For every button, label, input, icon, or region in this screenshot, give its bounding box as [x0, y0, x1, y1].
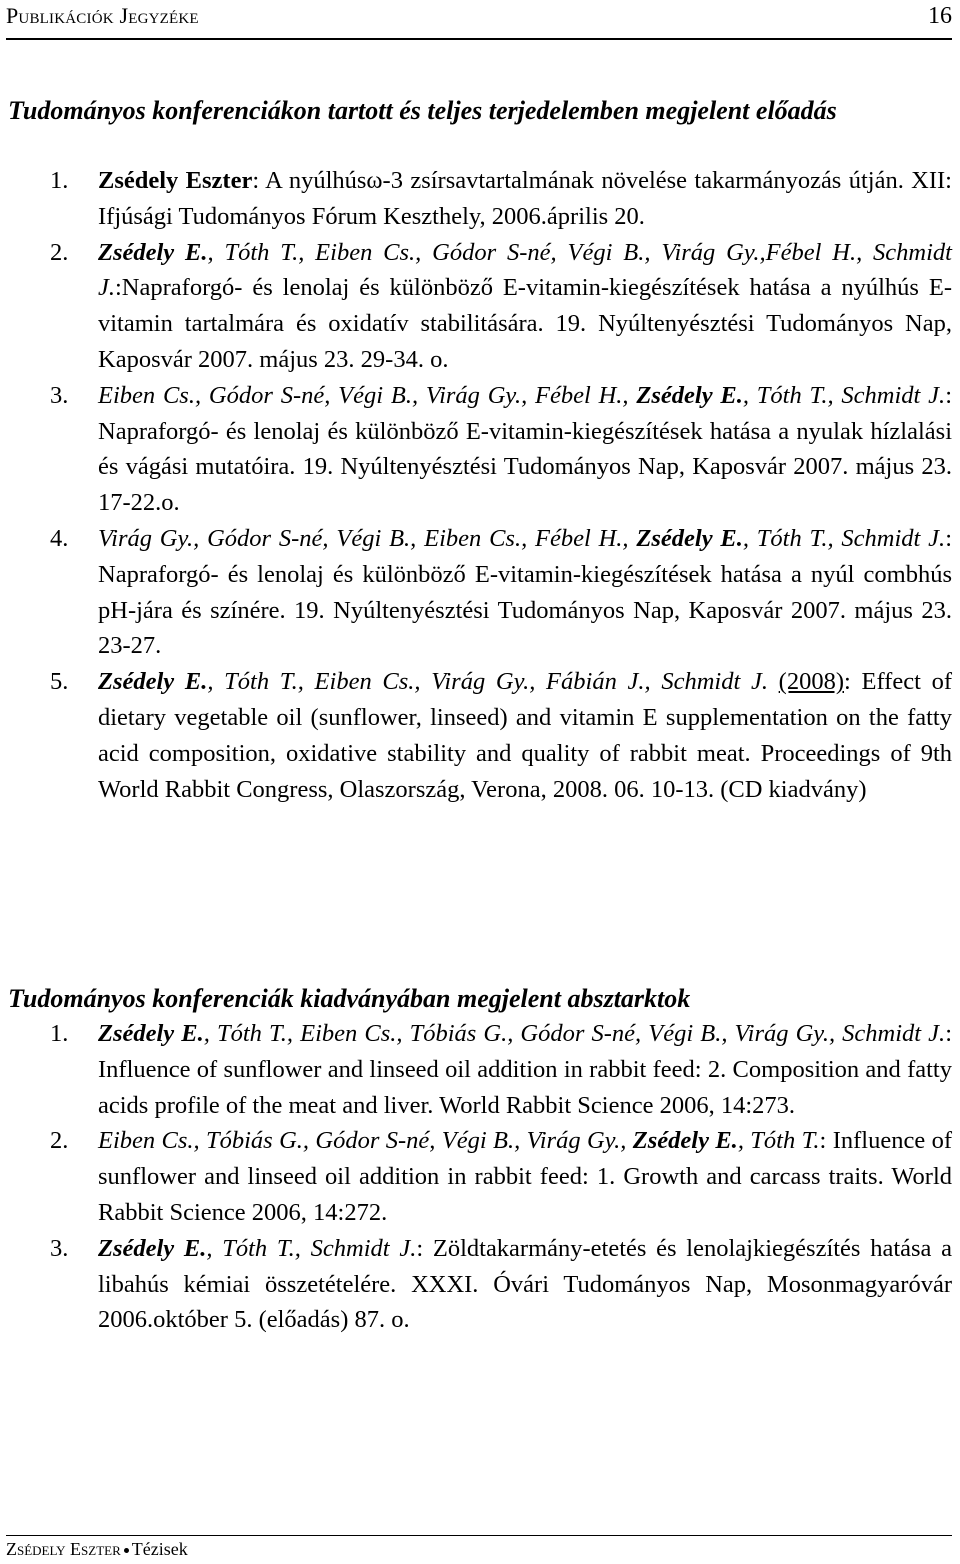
- section-title-abstracts: Tudományos konferenciák kiadványában megjelent absztarktok: [8, 984, 691, 1013]
- list-item: [0, 378, 960, 521]
- author-primary: Zsédely E.: [636, 524, 743, 552]
- author-primary: Zsédely E.: [98, 1234, 207, 1262]
- item-text: : Effect of dietary vegetable oil (sunflower, linseed) and vitamin E supplementation on the fatty acid composition, oxidative stability and quality of rabbit meat. Proceedings of 9th World Rabbit Congress, Olaszország, Verona, 2008. 06. 10-13. (CD kiadvány): [98, 668, 952, 803]
- item-text: : Influence of sunflower and linseed oil addition in rabbit feed: 2. Composition and fatty acids profile of the meat and liver. World Rabbit Science 2006, 14:273.: [98, 1020, 952, 1119]
- author-primary: Zsédely E.: [98, 668, 208, 696]
- page-footer: [6, 1535, 952, 1559]
- coauthors: Virág Gy., Gódor S-né, Végi B., Eiben Cs., Fébel H.,: [98, 524, 637, 552]
- item-number: 3.: [50, 381, 69, 409]
- page-number: 16: [928, 3, 952, 29]
- item-number: 4.: [50, 524, 69, 552]
- list-item: [0, 235, 960, 378]
- coauthors: , Tóth T., Schmidt J.: [742, 381, 946, 409]
- item-text: :Napraforgó- és lenolaj és különböző E-vitamin-kiegészítések hatása a nyúlhús E-vitamin tartalmára és oxidatív stabilitására. 19. Nyúltenyésztési Tudományos Nap, Kaposvár 2007. május 23. 29-34. o.: [98, 274, 952, 373]
- author-primary: Zsédely E.: [636, 381, 743, 409]
- list-item: [0, 1016, 960, 1123]
- item-text: : A nyúlhúsω-3 zsírsavtartalmának növelése takarmányozás útján. XII: Ifjúsági Tudományos Fórum Keszthely, 2006.április 20.: [98, 167, 952, 230]
- conference-talks-list: [0, 163, 960, 807]
- page-header: [6, 0, 952, 40]
- item-number: 5.: [50, 668, 69, 696]
- coauthors: , Tóth T.: [737, 1127, 820, 1155]
- author-primary: Zsédely E.: [98, 238, 208, 266]
- abstracts-list: [0, 1016, 960, 1338]
- coauthors: Eiben Cs., Gódor S-né, Végi B., Virág Gy., Fébel H.,: [98, 381, 637, 409]
- author-primary: Zsédely E.: [632, 1127, 738, 1155]
- author-primary: Zsédely Eszter: [98, 167, 253, 194]
- list-item: [0, 1123, 960, 1230]
- coauthors: , Tóth T., Eiben Cs., Tóbiás G., Gódor S-né, Végi B., Virág Gy., Schmidt J.: [203, 1020, 946, 1047]
- item-text: : Zöldtakarmány-etetés és lenolajkiegészítés hatása a libahús kémiai összetételére. XXXI. Óvári Tudományos Nap, Mosonmagyaróvár 2006.október 5. (előadás) 87. o.: [98, 1234, 953, 1334]
- header-title: Publikációk Jegyzéke: [6, 3, 199, 28]
- list-item: [0, 664, 960, 807]
- coauthors: Eiben Cs., Tóbiás G., Gódor S-né, Végi B., Virág Gy.,: [98, 1127, 633, 1155]
- bullet-icon: [124, 1548, 129, 1553]
- coauthors: , Tóth T., Eiben Cs., Virág Gy., Fábián J., Schmidt J.: [207, 668, 768, 696]
- coauthors: , Tóth T., Schmidt J.: [742, 524, 946, 552]
- footer-author: Zsédely Eszter: [6, 1539, 121, 1559]
- author-primary: Zsédely E.: [98, 1020, 204, 1047]
- item-number: 1.: [50, 167, 69, 194]
- item-number: 2.: [50, 1127, 69, 1155]
- section-title-conference-talks: Tudományos konferenciákon tartott és teljes terjedelemben megjelent előadás: [8, 96, 837, 125]
- item-number: 3.: [50, 1234, 69, 1262]
- footer-text: [6, 1539, 188, 1560]
- publication-year: (2008): [778, 668, 844, 696]
- item-text: : Napraforgó- és lenolaj és különböző E-vitamin-kiegészítések hatása a nyulak hízlalási és vágási mutatóira. 19. Nyúltenyésztési Tudományos Nap, Kaposvár 2007. május 23. 17-22.o.: [98, 381, 952, 517]
- coauthors: , Tóth T., Eiben Cs., Gódor S-né, Végi B., Virág Gy.,Fébel H., Schmidt J.: [98, 238, 952, 302]
- item-text: : Napraforgó- és lenolaj és különböző E-vitamin-kiegészítések hatása a nyúl combhús pH-jára és színére. 19. Nyúltenyésztési Tudományos Nap, Kaposvár 2007. május 23. 23-27.: [98, 524, 952, 660]
- footer-label: Tézisek: [131, 1539, 188, 1559]
- item-number: 2.: [50, 238, 69, 266]
- list-item: [0, 521, 960, 664]
- coauthors: , Tóth T., Schmidt J.: [206, 1234, 417, 1262]
- list-item: [0, 1231, 960, 1338]
- item-number: 1.: [50, 1020, 69, 1047]
- item-text: : Influence of sunflower and linseed oil addition in rabbit feed: 1. Growth and carcass traits. World Rabbit Science 2006, 14:272.: [98, 1127, 952, 1226]
- list-item: [0, 163, 960, 235]
